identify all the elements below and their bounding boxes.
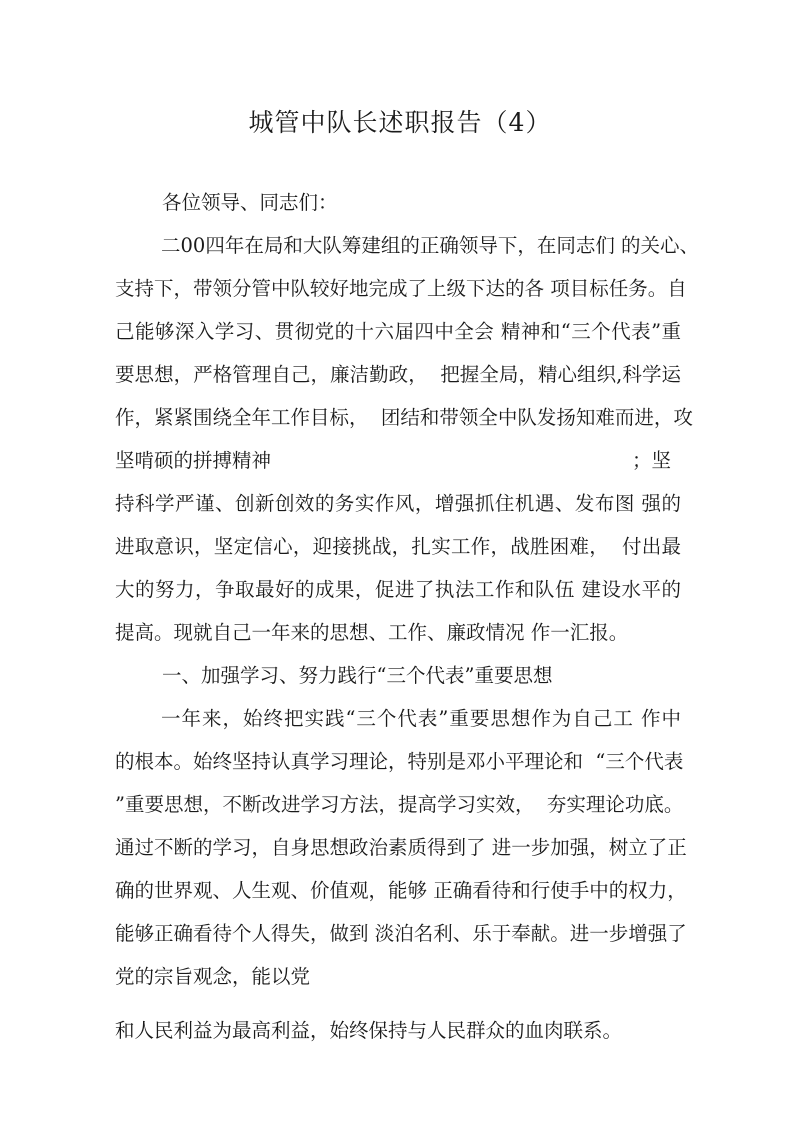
paragraph-line: 进取意识，坚定信心，迎接挑战，扎实工作，战胜困难， 付出最	[115, 535, 681, 558]
paragraph-line: 能够正确看待个人得失，做到 淡泊名利、乐于奉献。进一步增强了	[115, 922, 687, 945]
paragraph-line: 二00四年在局和大队筹建组的正确领导下，在同志们 的关心、	[161, 234, 700, 257]
paragraph-line: 支持下，带领分管中队较好地完成了上级下达的各 项目标任务。自	[115, 277, 687, 300]
paragraph-line: 持科学严谨、创新创效的务实作风，增强抓住机遇、发布图 强的	[115, 492, 681, 515]
paragraph-line: 党的宗旨观念，能以党	[115, 965, 311, 988]
salutation: 各位领导、同志们：	[162, 191, 338, 214]
paragraph-line: 作，紧紧围绕全年工作目标， 团结和带领全中队发扬知难而进，攻	[115, 406, 693, 429]
paragraph-line: 提高。现就自己一年来的思想、工作、廉政情况 作一汇报。	[115, 621, 629, 644]
paragraph-line: 己能够深入学习、贯彻党的十六届四中全会 精神和“三个代表”重	[115, 320, 681, 343]
paragraph-line: 确的世界观、人生观、价值观，能够 正确看待和行使手中的权力，	[115, 879, 687, 902]
paragraph-line: 通过不断的学习，自身思想政治素质得到了 进一步加强，树立了正	[115, 836, 687, 859]
paragraph-line: 要思想，严格管理自己，廉洁勤政， 把握全局，精心组织,科学运	[115, 363, 681, 386]
document-title: 城管中队长述职报告（4）	[248, 108, 552, 137]
paragraph-line: 一年来，始终把实践“三个代表”重要思想作为自己工 作中	[161, 707, 681, 730]
paragraph-line: 和人民利益为最高利益，始终保持与人民群众的血肉联系。	[115, 1019, 623, 1042]
paragraph-line: 的根本。始终坚持认真学习理论，特别是邓小平理论和 “三个代表	[115, 750, 684, 773]
paragraph-line: 大的努力，争取最好的成果，促进了执法工作和队伍 建设水平的	[115, 578, 681, 601]
paragraph-line: ”重要思想，不断改进学习方法，提高学习实效， 夯实理论功底。	[115, 793, 684, 816]
paragraph-line: 坚啃硕的拼搏精神	[115, 449, 272, 472]
section-heading: 一、加强学习、努力践行“三个代表”重要思想	[162, 664, 553, 687]
paragraph-line-fragment: ；坚	[632, 449, 672, 472]
